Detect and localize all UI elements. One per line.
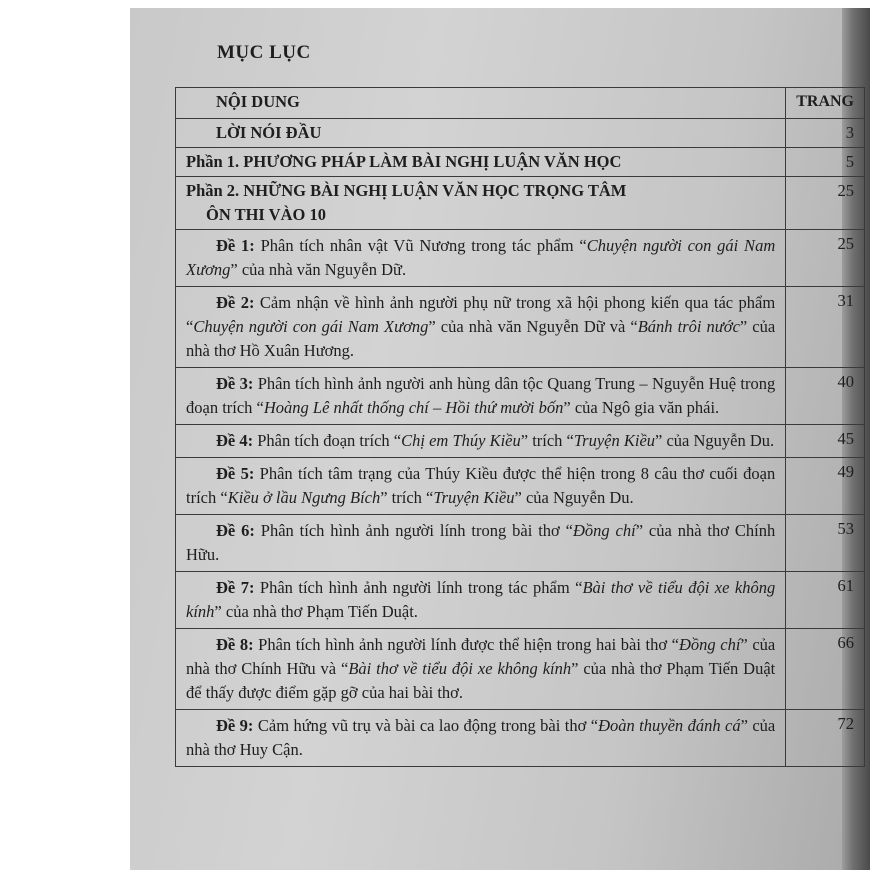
de-page: 66 <box>786 629 865 710</box>
work-title: Hoàng Lê nhất thống chí – Hồi thứ mười bốn <box>263 398 564 417</box>
de-page: 25 <box>786 230 865 287</box>
header-page: TRANG <box>786 88 865 119</box>
de-content <box>176 287 786 368</box>
de-text-part: Phân tích nhân vật Vũ Nương trong tác phẩm “ <box>260 236 587 255</box>
de-text-part: Phân tích hình ảnh người lính được thể hiện trong hai bài thơ “ <box>258 635 679 654</box>
de-text-part: ” của Nguyễn Du. <box>514 488 634 507</box>
toc-row-de-1 <box>176 230 865 287</box>
de-number: Đề 1: <box>216 236 255 255</box>
toc-row-de-4 <box>176 425 865 458</box>
de-title <box>186 374 775 417</box>
toc-title: MỤC LỤC <box>217 42 311 63</box>
de-page: 61 <box>786 572 865 629</box>
part2-line1: Phần 2. NHỮNG BÀI NGHỊ LUẬN VĂN HỌC TRỌNG TÂM <box>186 181 627 200</box>
toc-row-intro <box>176 119 865 148</box>
part2-page: 25 <box>786 177 865 230</box>
work-title: Bánh trôi nước <box>637 317 740 336</box>
toc-row-de-3 <box>176 368 865 425</box>
work-title: Bài thơ về tiểu đội xe không kính <box>186 578 776 621</box>
de-text-part: Cảm nhận về hình ảnh người phụ nữ trong xã hội phong kiến qua tác phẩm “ <box>186 293 776 336</box>
de-text-part: ” của nhà thơ Hồ Xuân Hương. <box>186 317 776 360</box>
intro-label: LỜI NÓI ĐẦU <box>176 119 786 148</box>
de-number: Đề 9: <box>216 716 254 735</box>
de-content <box>176 629 786 710</box>
de-title <box>186 521 775 564</box>
toc-row-part2 <box>176 177 865 230</box>
de-text-part: ” của nhà thơ Phạm Tiến Duật. <box>214 602 418 621</box>
de-title <box>186 635 775 702</box>
part2-line2: ÔN THI VÀO 10 <box>206 205 326 224</box>
work-title: Truyện Kiều <box>573 431 656 450</box>
de-number: Đề 3: <box>216 374 254 393</box>
de-page: 53 <box>786 515 865 572</box>
de-text-part: ” của nhà thơ Huy Cận. <box>186 716 776 759</box>
de-title <box>186 236 775 279</box>
work-title: Đoàn thuyền đánh cá <box>598 716 741 735</box>
de-number: Đề 6: <box>216 521 255 540</box>
de-text-part: Phân tích đoạn trích “ <box>257 431 402 450</box>
de-content <box>176 515 786 572</box>
de-number: Đề 2: <box>216 293 255 312</box>
work-title: Chị em Thúy Kiều <box>401 431 521 450</box>
de-text-part: Phân tích hình ảnh người lính trong bài thơ “ <box>260 521 573 540</box>
toc-row-part1 <box>176 148 865 177</box>
de-content <box>176 710 786 767</box>
de-page: 45 <box>786 425 865 458</box>
toc-row-de-2 <box>176 287 865 368</box>
de-text-part: ” trích “ <box>520 431 574 450</box>
de-page: 40 <box>786 368 865 425</box>
de-title <box>186 578 775 621</box>
de-text-part: ” của Nguyễn Du. <box>655 431 775 450</box>
de-number: Đề 5: <box>216 464 255 483</box>
toc-row-de-9 <box>176 710 865 767</box>
toc-row-de-7 <box>176 572 865 629</box>
work-title: Truyện Kiều <box>433 488 515 507</box>
part1-label: Phần 1. PHƯƠNG PHÁP LÀM BÀI NGHỊ LUẬN VĂN HỌC <box>176 148 786 177</box>
de-title <box>186 464 775 507</box>
de-text-part: ” của nhà thơ Chính Hữu. <box>186 521 776 564</box>
work-title: Chuyện người con gái Nam Xương <box>186 236 776 279</box>
work-title: Đồng chí <box>572 521 636 540</box>
de-text-part: ” của nhà thơ Chính Hữu và “ <box>186 635 776 678</box>
toc-row-de-6 <box>176 515 865 572</box>
de-text-part: Phân tích tâm trạng của Thúy Kiều được thể hiện trong 8 câu thơ cuối đoạn trích “ <box>186 464 776 507</box>
header-content: NỘI DUNG <box>176 88 786 119</box>
de-text-part: ” trích “ <box>380 488 434 507</box>
work-title: Bài thơ về tiểu đội xe không kính <box>348 659 572 678</box>
de-page: 31 <box>786 287 865 368</box>
de-text-part: ” của nhà văn Nguyễn Dữ và “ <box>428 317 638 336</box>
toc-row-de-5 <box>176 458 865 515</box>
de-content <box>176 368 786 425</box>
de-title <box>257 431 774 450</box>
de-number: Đề 8: <box>216 635 254 654</box>
intro-page: 3 <box>786 119 865 148</box>
work-title: Kiều ở lầu Ngưng Bích <box>227 488 381 507</box>
de-title <box>186 293 775 360</box>
de-content <box>176 425 786 458</box>
work-title: Chuyện người con gái Nam Xương <box>193 317 429 336</box>
book-page-photo <box>130 8 870 870</box>
de-title <box>186 716 775 759</box>
de-text-part: Phân tích hình ảnh người lính trong tác phẩm “ <box>259 578 583 597</box>
de-content <box>176 458 786 515</box>
toc-row-de-8 <box>176 629 865 710</box>
de-content <box>176 230 786 287</box>
de-page: 72 <box>786 710 865 767</box>
de-number: Đề 4: <box>216 431 254 450</box>
toc-header-row <box>176 88 865 119</box>
de-text-part: ” của nhà văn Nguyễn Dữ. <box>230 260 407 279</box>
part1-page: 5 <box>786 148 865 177</box>
de-text-part: Phân tích hình ảnh người anh hùng dân tộc Quang Trung – Nguyễn Huệ trong đoạn trích “ <box>186 374 776 417</box>
de-text-part: ” của nhà thơ Phạm Tiến Duật để thấy được điểm gặp gỡ của hai bài thơ. <box>186 659 776 702</box>
de-page: 49 <box>786 458 865 515</box>
de-text-part: ” của Ngô gia văn phái. <box>563 398 720 417</box>
toc-table <box>175 87 865 767</box>
de-content <box>176 572 786 629</box>
de-number: Đề 7: <box>216 578 255 597</box>
part2-label <box>176 177 786 230</box>
de-text-part: Cảm hứng vũ trụ và bài ca lao động trong bài thơ “ <box>257 716 599 735</box>
work-title: Đồng chí <box>679 635 741 654</box>
